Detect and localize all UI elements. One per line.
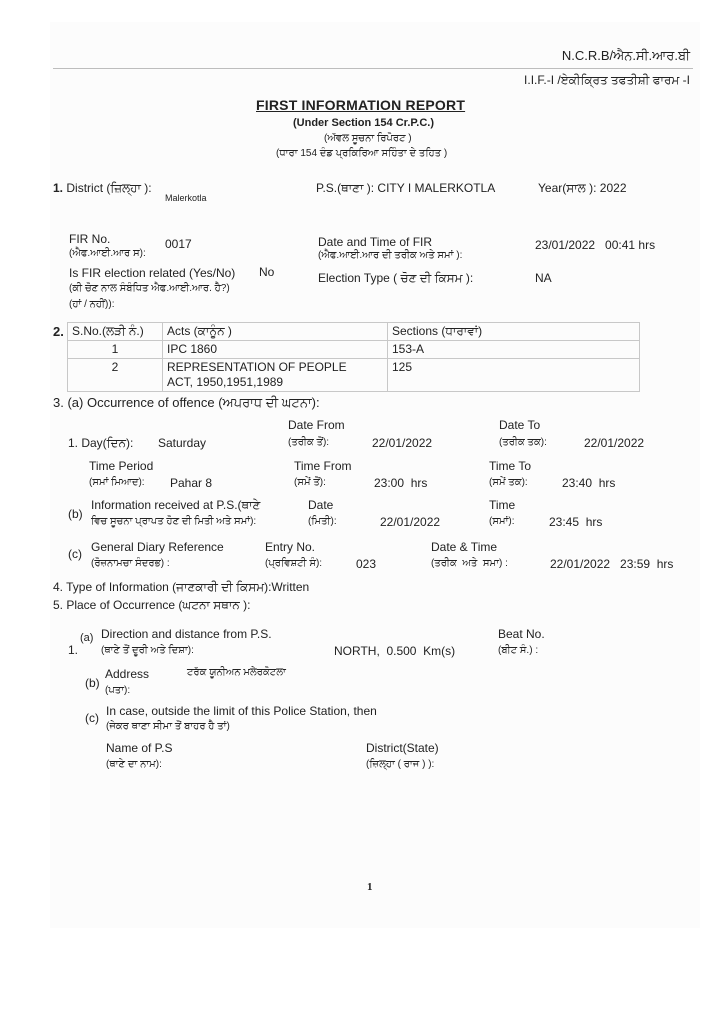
time-to-label-pa: (ਸਮੇਂ ਤਕ):	[489, 477, 528, 488]
acts-table	[67, 322, 640, 392]
page-title: FIRST INFORMATION REPORT	[256, 97, 466, 113]
row-act-line1: REPRESENTATION OF PEOPLE	[167, 360, 347, 374]
header-sno: S.No.(ਲੜੀ ਨੰ.)	[68, 323, 163, 341]
place-of-occurrence-heading: 5. Place of Occurrence (ਘਟਨਾ ਸਥਾਨ ):	[53, 598, 251, 612]
direction-label-pa: (ਥਾਣੇ ਤੋਂ ਦੂਰੀ ਅਤੇ ਦਿਸ਼ਾ):	[101, 645, 194, 656]
c-marker: (c)	[68, 547, 82, 561]
address-value: ਟਰੱਕ ਯੂਨੀਅਨ ਮਲੇਰਕੋਟਲਾ	[187, 667, 286, 678]
place-item-number: 1.	[68, 643, 79, 657]
fir-date-time-value: 23/01/2022 00:41 hrs	[535, 238, 656, 252]
info-time-label: Time	[489, 498, 516, 512]
header-acts: Acts (ਕਾਨੂੰਨ )	[163, 323, 388, 341]
entry-no-label: Entry No.	[265, 540, 316, 554]
row-act	[163, 359, 388, 392]
gd-label-pa: (ਰੋਜ਼ਨਾਮਚਾ ਸੰਦਰਭ) :	[91, 558, 170, 569]
fir-no-value: 0017	[165, 237, 192, 251]
beat-no-label: Beat No.	[498, 627, 545, 641]
date-from-label: Date From	[288, 418, 345, 432]
table-row	[68, 341, 640, 359]
time-from-label-pa: (ਸਮੇਂ ਤੋਂ):	[294, 477, 326, 488]
day-label: 1. Day(ਦਿਨ):	[68, 436, 134, 450]
ps-name-label-pa: (ਥਾਣੇ ਦਾ ਨਾਮ):	[106, 759, 162, 770]
gd-date-time-value: 22/01/2022 23:59 hrs	[550, 557, 674, 571]
type-of-information-label: 4. Type of Information (ਜਾਣਕਾਰੀ ਦੀ ਕਿਸਮ):	[53, 580, 272, 594]
occurrence-heading: 3. (a) Occurrence of offence (ਅਪਰਾਧ ਦੀ ਘਟਨਾ):	[53, 395, 320, 410]
direction-label: Direction and distance from P.S.	[101, 627, 272, 641]
district-state-label-pa: (ਜ਼ਿਲ੍ਹਾ ( ਰਾਜ ) ):	[366, 759, 435, 770]
district-state-label: District(State)	[366, 741, 439, 755]
time-from-value: 23:00 hrs	[374, 476, 428, 490]
row-act: IPC 1860	[163, 341, 388, 359]
info-time-label-pa: (ਸਮਾਂ):	[489, 516, 515, 527]
district-value: Malerkotla	[165, 193, 207, 203]
subtitle-pa-1: (ਅੱਵਲ ਸੂਚਨਾ ਰਿਪੋਰਟ )	[324, 133, 412, 144]
direction-value: NORTH, 0.500 Km(s)	[334, 644, 456, 658]
section-2-number: 2.	[53, 324, 64, 339]
year-label: Year(ਸਾਲ ):	[538, 181, 597, 195]
fir-date-time-label-pa: (ਐਫ.ਆਈ.ਆਰ ਦੀ ਤਰੀਕ ਅਤੇ ਸਮਾਂ ):	[318, 250, 463, 261]
day-value: Saturday	[158, 436, 207, 450]
row-act-line2: ACT, 1950,1951,1989	[167, 375, 284, 389]
page-number: 1	[367, 881, 373, 893]
header-sections: Sections (ਧਾਰਾਵਾਂ)	[388, 323, 640, 341]
ps-label: P.S.(ਥਾਣਾ ):	[316, 181, 375, 195]
fir-no-label: FIR No.	[69, 232, 111, 246]
subtitle-en: (Under Section 154 Cr.P.C.)	[293, 117, 435, 129]
date-to-value: 22/01/2022	[584, 436, 645, 450]
info-time-value: 23:45 hrs	[549, 515, 603, 529]
address-b-marker: (b)	[85, 676, 100, 690]
date-to-label-pa: (ਤਰੀਕ ਤਕ):	[499, 437, 547, 448]
type-of-information	[53, 580, 309, 595]
info-date-value: 22/01/2022	[380, 515, 441, 529]
iif-label: I.I.F.-I /ਏਕੀਕ੍ਰਿਤ ਤਫਤੀਸ਼ੀ ਫਾਰਮ -I	[524, 73, 690, 87]
entry-no-value: 023	[356, 557, 377, 571]
time-from-label: Time From	[294, 459, 352, 473]
outside-limit-label: In case, outside the limit of this Police Station, then	[106, 704, 377, 718]
time-to-value: 23:40 hrs	[562, 476, 616, 490]
address-label-pa: (ਪਤਾ):	[105, 685, 131, 696]
election-related-label-pa2: (ਹਾਂ / ਨਹੀਂ)):	[69, 299, 115, 310]
election-related-value: No	[259, 265, 275, 279]
row-sno: 2	[68, 359, 163, 392]
gd-label: General Diary Reference	[91, 540, 224, 554]
row-section: 153-A	[388, 341, 640, 359]
date-from-label-pa: (ਤਰੀਕ ਤੋਂ):	[288, 437, 330, 448]
type-of-information-value: Written	[271, 580, 310, 594]
gd-date-time-label-pa: (ਤਰੀਕ ਅਤੇ ਸਮਾ) :	[431, 558, 508, 569]
row-section: 125	[388, 359, 640, 392]
gd-date-time-label: Date & Time	[431, 540, 498, 554]
entry-no-label-pa: (ਪ੍ਰਵਿਸ਼ਟੀ ਸੰ):	[265, 558, 323, 569]
time-period-label-pa: (ਸਮਾਂ ਮਿਆਦ):	[89, 477, 145, 488]
date-from-value: 22/01/2022	[372, 436, 433, 450]
header-divider	[53, 68, 693, 69]
time-period-value: Pahar 8	[170, 476, 213, 490]
year-field	[538, 181, 627, 196]
info-received-label-pa: ਵਿਚ ਸੂਚਨਾ ਪ੍ਰਾਪਤ ਹੋਣ ਦੀ ਮਿਤੀ ਅਤੇ ਸਮਾਂ):	[91, 516, 257, 527]
district-label: District (ਜ਼ਿਲ੍ਹਾ ):	[66, 181, 152, 195]
fir-no-label-pa: (ਐਫ.ਆਈ.ਆਰ ਸ):	[69, 248, 146, 259]
ps-field	[316, 181, 495, 196]
election-related-label-pa1: (ਕੀ ਚੋਣ ਨਾਲ ਸੰਬੰਧਿਤ ਐਫ.ਆਈ.ਆਰ. ਹੈ?)	[69, 283, 230, 294]
table-header-row	[68, 323, 640, 341]
outside-c-marker: (c)	[85, 711, 99, 725]
year-value: 2022	[599, 181, 627, 195]
election-type-value: NA	[535, 271, 552, 285]
outside-limit-label-pa: (ਜੇਕਰ ਥਾਣਾ ਸੀਮਾ ਤੋਂ ਬਾਹਰ ਹੈ ਤਾਂ)	[106, 721, 230, 732]
ps-value: CITY I MALERKOTLA	[377, 181, 496, 195]
date-to-label: Date To	[499, 418, 541, 432]
info-received-label: Information received at P.S.(ਥਾਣੇ	[91, 498, 261, 512]
b-marker: (b)	[68, 507, 83, 521]
table-row	[68, 359, 640, 392]
ps-name-label: Name of P.S	[106, 741, 173, 755]
info-date-label: Date	[308, 498, 334, 512]
ncrb-label: N.C.R.B/ਐਨ.ਸੀ.ਆਰ.ਬੀ	[561, 48, 690, 63]
election-type-label: Election Type ( ਚੋਣ ਦੀ ਕਿਸਮ ):	[318, 271, 474, 285]
row-sno: 1	[68, 341, 163, 359]
info-date-label-pa: (ਮਿਤੀ):	[308, 516, 337, 527]
section-number: 1.	[53, 181, 64, 195]
subtitle-pa-2: (ਧਾਰਾ 154 ਦੰਡ ਪ੍ਰਕਿਰਿਆ ਸਹਿੰਤਾ ਦੇ ਤਹਿਤ )	[276, 148, 448, 159]
fir-date-time-label: Date and Time of FIR	[318, 235, 433, 249]
address-label: Address	[105, 667, 150, 681]
district-field	[53, 181, 152, 196]
time-period-label: Time Period	[89, 459, 154, 473]
beat-no-label-pa: (ਬੀਟ ਸੰ.) :	[498, 645, 539, 656]
time-to-label: Time To	[489, 459, 532, 473]
a-marker: (a)	[80, 632, 94, 644]
election-related-label: Is FIR election related (Yes/No)	[69, 266, 236, 280]
